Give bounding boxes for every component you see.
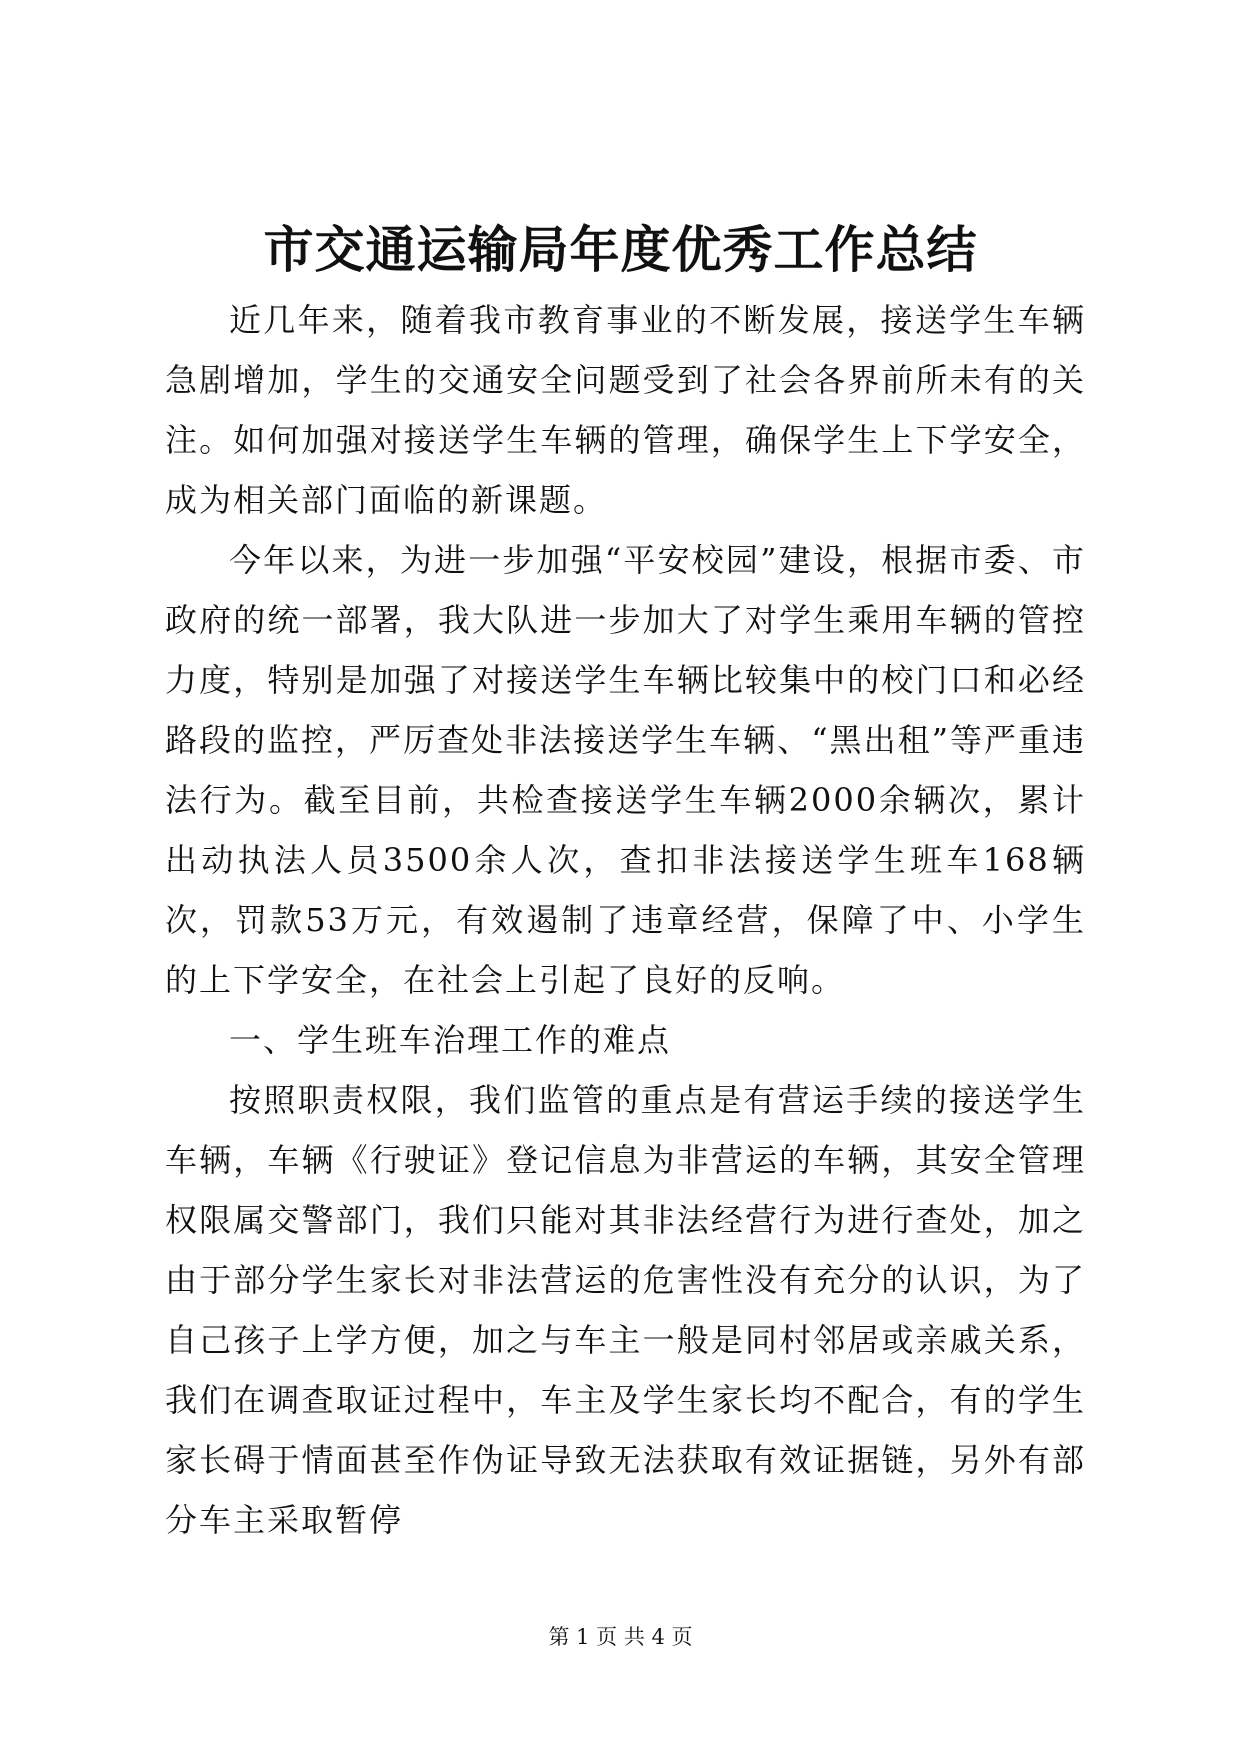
page-number-footer: 第 1 页 共 4 页 bbox=[548, 1625, 693, 1649]
paragraph-intro: 近几年来，随着我市教育事业的不断发展，接送学生车辆急剧增加，学生的交通安全问题受到了社会各界前所未有的关注。如何加强对接送学生车辆的管理，确保学生上下学安全，成为相关部门面临的新课题。 bbox=[165, 301, 1086, 519]
document-body bbox=[165, 290, 1086, 1550]
document-title: 市交通运输局年度优秀工作总结 bbox=[263, 220, 978, 279]
section-heading-difficulties: 一、学生班车治理工作的难点 bbox=[229, 1021, 672, 1059]
paragraph-difficulties: 按照职责权限，我们监管的重点是有营运手续的接送学生车辆，车辆《行驶证》登记信息为非营运的车辆，其安全管理权限属交警部门，我们只能对其非法经营行为进行查处，加之由于部分学生家长对非法营运的危害性没有充分的认识，为了自己孩子上学方便，加之与车主一般是同村邻居或亲戚关系，我们在调查取证过程中，车主及学生家长均不配合，有的学生家长碍于情面甚至作伪证导致无法获取有效证据链，另外有部分车主采取暂停 bbox=[165, 1081, 1086, 1539]
paragraph-achievements: 今年以来，为进一步加强“平安校园”建设，根据市委、市政府的统一部署，我大队进一步加大了对学生乘用车辆的管控力度，特别是加强了对接送学生车辆比较集中的校门口和必经路段的监控，严厉查处非法接送学生车辆、“黑出租”等严重违法行为。截至目前，共检查接送学生车辆2000余辆次，累计出动执法人员3500余人次，查扣非法接送学生班车168辆次，罚款53万元，有效遏制了违章经营，保障了中、小学生的上下学安全，在社会上引起了良好的反响。 bbox=[165, 541, 1086, 999]
